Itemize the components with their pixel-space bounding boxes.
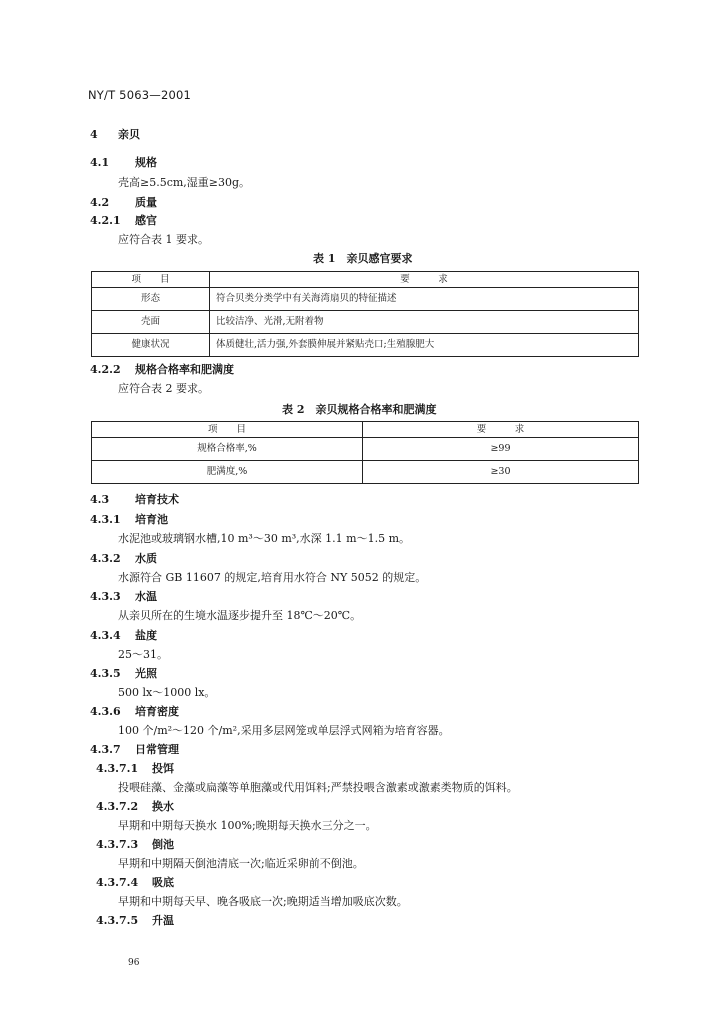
section-4-3-7-2-body: 早期和中期每天换水 100%;晚期每天换水三分之一。 — [118, 819, 377, 832]
table-header-row — [92, 422, 639, 438]
section-4-3-7-3-body: 早期和中期隔天倒池清底一次;临近采卵前不倒池。 — [118, 857, 364, 870]
table-cell: 符合贝类分类学中有关海湾扇贝的特征描述 — [210, 288, 639, 311]
section-4-3-1-heading: 4.3.1 培育池 — [90, 513, 168, 526]
section-4-2-1-heading: 4.2.1 感官 — [90, 214, 157, 227]
section-4-2-2-heading: 4.2.2 规格合格率和肥满度 — [90, 363, 234, 376]
table-1-caption: 表 1 亲贝感官要求 — [313, 252, 413, 265]
table-row — [92, 461, 639, 484]
section-4-2-2-body: 应符合表 2 要求。 — [118, 382, 209, 395]
section-4-3-2-heading: 4.3.2 水质 — [90, 552, 157, 565]
section-4-3-3-body: 从亲贝所在的生境水温逐步提升至 18℃～20℃。 — [118, 609, 362, 622]
table-1 — [91, 271, 639, 357]
section-4-3-6-body: 100 个/m²～120 个/m²,采用多层网笼或单层浮式网箱为培育容器。 — [118, 724, 450, 737]
section-4-1-heading: 4.1 规格 — [90, 156, 157, 169]
section-4-3-7-4-heading: 4.3.7.4 吸底 — [96, 876, 174, 889]
section-4-3-3-heading: 4.3.3 水温 — [90, 590, 157, 603]
table-row — [92, 311, 639, 334]
section-4-2-heading: 4.2 质量 — [90, 196, 157, 209]
section-4-3-5-body: 500 lx～1000 lx。 — [118, 686, 216, 699]
section-4-3-1-body: 水泥池或玻璃钢水槽,10 m³～30 m³,水深 1.1 m～1.5 m。 — [118, 532, 410, 545]
section-4-heading: 4 亲贝 — [90, 128, 140, 141]
page-number: 96 — [128, 958, 140, 968]
table-header-row — [92, 272, 639, 288]
section-4-1-body: 壳高≥5.5cm,湿重≥30g。 — [118, 176, 251, 189]
standard-header: NY/T 5063—2001 — [88, 88, 192, 102]
section-4-3-7-5-heading: 4.3.7.5 升温 — [96, 914, 174, 927]
section-4-2-1-body: 应符合表 1 要求。 — [118, 233, 209, 246]
table-header-cell: 项 目 — [92, 422, 363, 438]
section-4-3-7-1-heading: 4.3.7.1 投饵 — [96, 762, 174, 775]
section-4-3-7-heading: 4.3.7 日常管理 — [90, 743, 179, 756]
section-4-3-2-body: 水源符合 GB 11607 的规定,培育用水符合 NY 5052 的规定。 — [118, 571, 427, 584]
table-2 — [91, 421, 639, 484]
section-4-3-6-heading: 4.3.6 培育密度 — [90, 705, 179, 718]
table-cell: ≥99 — [363, 438, 639, 461]
table-row — [92, 334, 639, 357]
section-4-3-4-body: 25～31。 — [118, 648, 168, 661]
table-row — [92, 438, 639, 461]
section-4-3-7-1-body: 投喂硅藻、金藻或扁藻等单胞藻或代用饵料;严禁投喂含激素或激素类物质的饵料。 — [118, 781, 518, 794]
table-cell: ≥30 — [363, 461, 639, 484]
table-2-caption: 表 2 亲贝规格合格率和肥满度 — [282, 403, 437, 416]
section-4-3-heading: 4.3 培育技术 — [90, 493, 179, 506]
table-header-cell: 要 求 — [210, 272, 639, 288]
section-4-3-7-2-heading: 4.3.7.2 换水 — [96, 800, 174, 813]
table-header-cell: 项 目 — [92, 272, 210, 288]
section-4-3-7-4-body: 早期和中期每天早、晚各吸底一次;晚期适当增加吸底次数。 — [118, 895, 408, 908]
table-cell: 壳面 — [92, 311, 210, 334]
section-4-3-7-3-heading: 4.3.7.3 倒池 — [96, 838, 174, 851]
table-cell: 体质健壮,活力强,外套膜伸展并紧贴壳口;生殖腺肥大 — [210, 334, 639, 357]
table-cell: 健康状况 — [92, 334, 210, 357]
table-cell: 肥满度,% — [92, 461, 363, 484]
table-header-cell: 要 求 — [363, 422, 639, 438]
section-4-3-4-heading: 4.3.4 盐度 — [90, 629, 157, 642]
table-cell: 比较洁净、光滑,无附着物 — [210, 311, 639, 334]
table-cell: 规格合格率,% — [92, 438, 363, 461]
section-4-3-5-heading: 4.3.5 光照 — [90, 667, 157, 680]
table-cell: 形态 — [92, 288, 210, 311]
table-row — [92, 288, 639, 311]
